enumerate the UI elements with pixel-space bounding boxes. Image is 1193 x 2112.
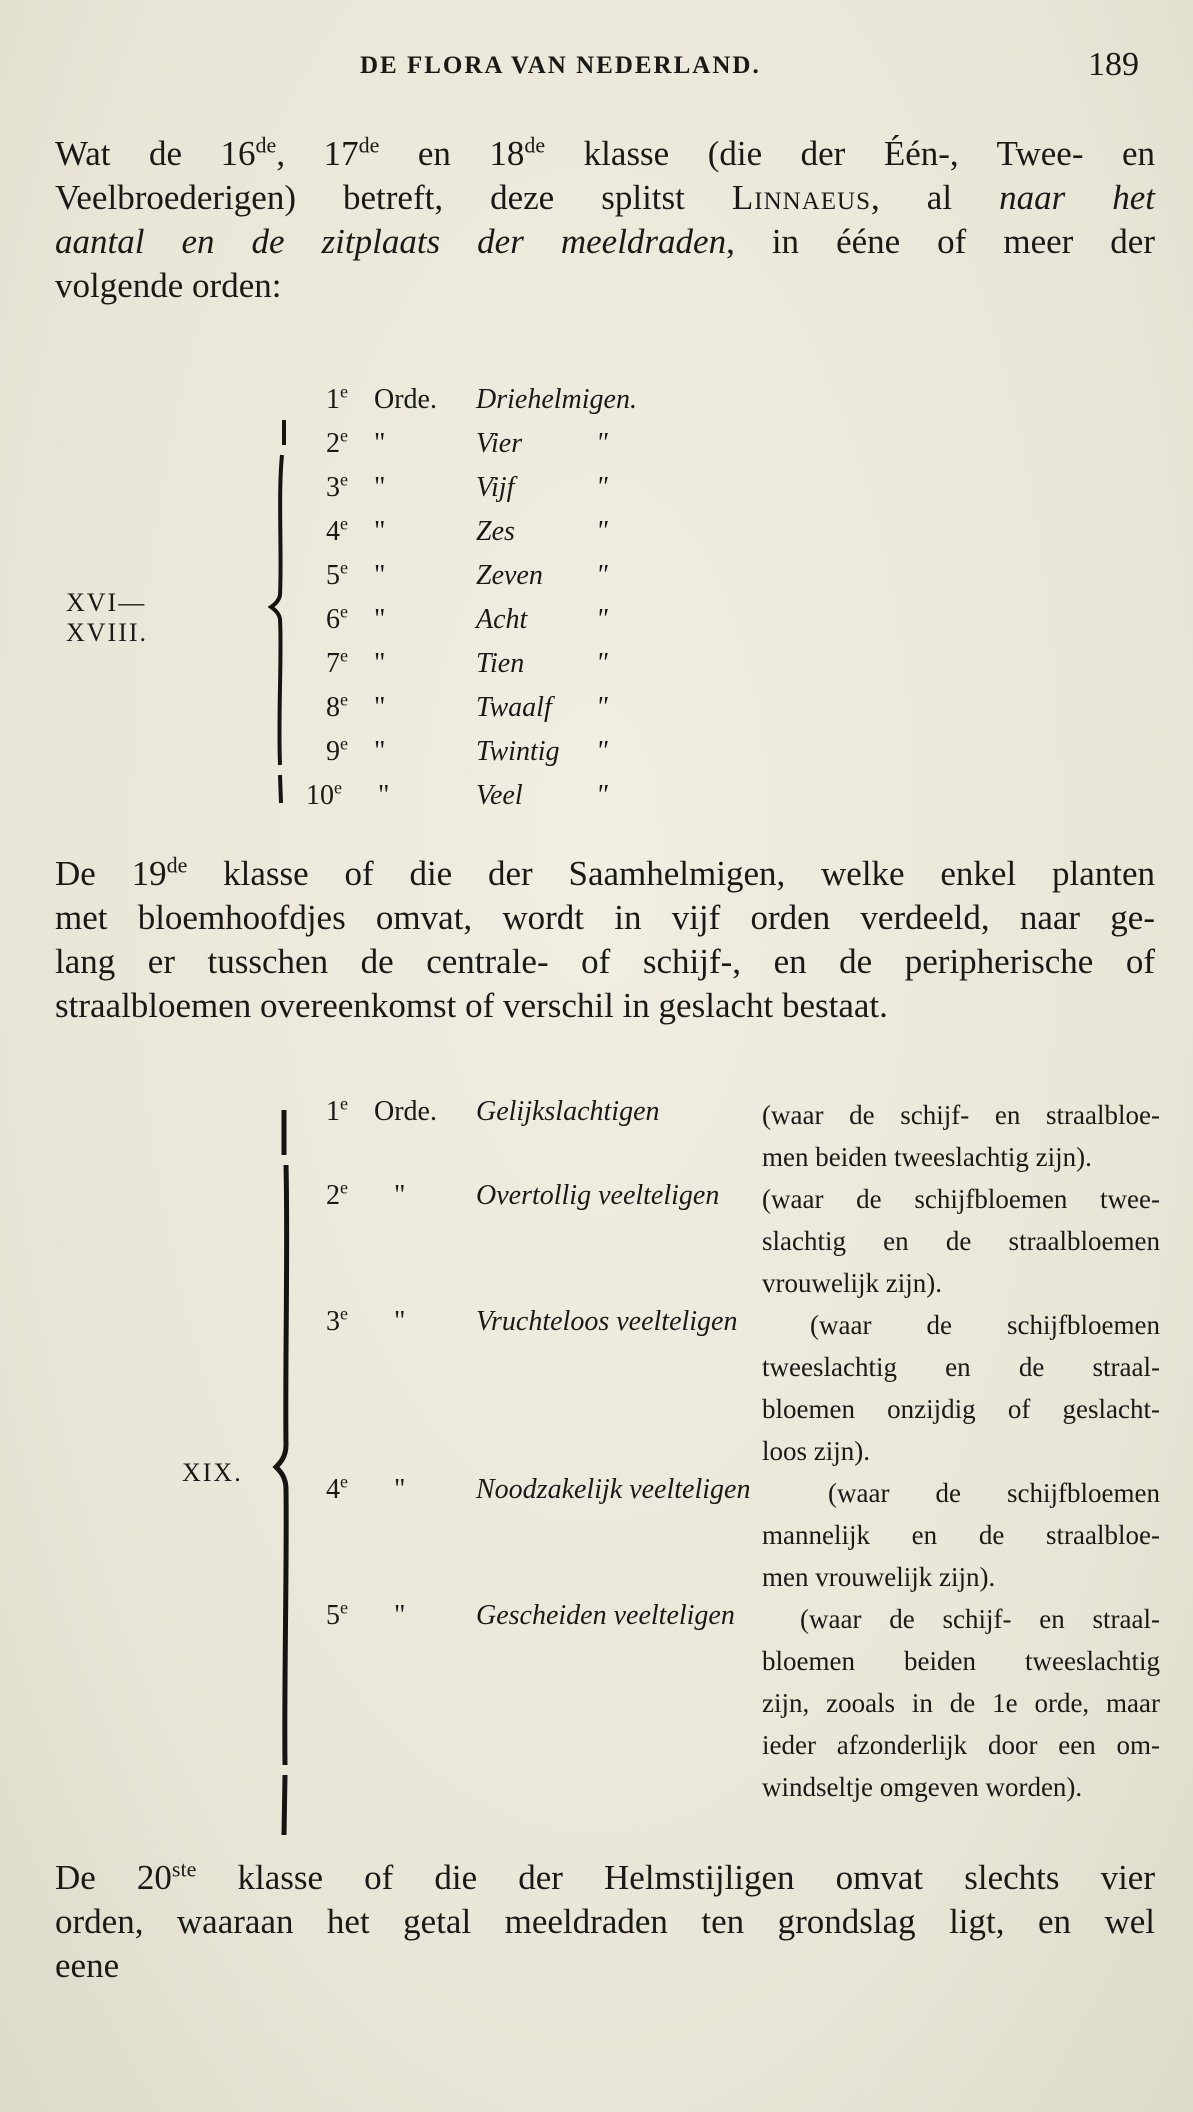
description-line: vrouwelijk zijn). [762, 1268, 942, 1298]
order-number: 3e [326, 469, 348, 503]
order-name: Gelijkslachtigen [476, 1096, 660, 1127]
order-row [306, 777, 686, 824]
order-word: " [374, 648, 386, 679]
text-line: De 20ste klasse of die der Helmstijligen omvat slechts vier [55, 1856, 1155, 1897]
text-line: De 19de klasse of die der Saamhelmigen, welke enkel planten [55, 852, 1155, 893]
order-row [326, 601, 706, 648]
text-line: Veelbroederigen) betreft, deze splitst Linnaeus, al naar het [55, 178, 1155, 217]
order-name: Twaalf [476, 692, 552, 723]
order-word: " [394, 1600, 406, 1631]
order-word: " [374, 692, 386, 723]
order-name: Zeven [476, 560, 543, 591]
order-name: Driehelmigen. [476, 384, 637, 415]
ditto-mark: " [596, 780, 608, 811]
order-name: Vier [476, 428, 523, 459]
order-number: 5e [326, 557, 348, 591]
order-row [326, 645, 706, 692]
paragraph-2 [55, 852, 1155, 1028]
ditto-mark: " [596, 736, 608, 767]
ditto-mark: " [596, 516, 608, 547]
order-word: " [394, 1306, 406, 1337]
description-line: slachtig en de straalbloemen [762, 1226, 1160, 1256]
order-name: Twintig [476, 736, 560, 767]
order-word: Orde. [374, 1096, 437, 1127]
text-line: straalbloemen overeenkomst of verschil in geslacht bestaat. [55, 986, 888, 1025]
order-word: " [394, 1474, 406, 1505]
order-word: " [374, 560, 386, 591]
order-number: 9e [326, 733, 348, 767]
description-line: windseltje omgeven worden). [762, 1772, 1083, 1802]
order-number: 6e [326, 601, 348, 635]
order-word: " [374, 604, 386, 635]
text-line: eene [55, 1946, 120, 1985]
order-number: 10e [306, 777, 342, 811]
description-line: (waar de schijfbloemen [828, 1478, 1160, 1508]
description-line: mannelijk en de straalbloe- [762, 1520, 1160, 1550]
description-line: zijn, zooals in de 1e orde, maar [762, 1688, 1160, 1718]
order-name: Gescheiden veelteligen [476, 1600, 735, 1631]
text-line: met bloemhoofdjes omvat, wordt in vijf orden verdeeld, naar ge- [55, 898, 1155, 937]
order-word: " [374, 428, 386, 459]
ditto-mark: " [596, 560, 608, 591]
order-row [326, 469, 706, 516]
ditto-mark: " [596, 604, 608, 635]
order-number: 1e [326, 381, 348, 415]
order-row [326, 425, 706, 472]
description-line: (waar de schijfbloemen [810, 1310, 1160, 1340]
class-label: XVI—XVIII. [66, 588, 149, 647]
text-line: aantal en de zitplaats der meeldraden, in ééne of meer der [55, 222, 1155, 261]
order-row [326, 513, 706, 560]
description-line: tweeslachtig en de straal- [762, 1352, 1160, 1382]
order-name: Vijf [476, 472, 515, 503]
description-line: (waar de schijfbloemen twee- [762, 1184, 1160, 1214]
order-name: Acht [476, 604, 528, 635]
order-name: Vruchteloos veelteligen [476, 1306, 738, 1337]
order-word: " [378, 780, 390, 811]
order-number: 5e [326, 1597, 348, 1631]
description-line: (waar de schijf- en straal- [800, 1604, 1160, 1634]
brace-icon [268, 415, 292, 810]
ditto-mark: " [596, 648, 608, 679]
order-row [326, 381, 706, 428]
running-title: DE FLORA VAN NEDERLAND. [360, 52, 761, 79]
description-line: bloemen onzijdig of geslacht- [762, 1394, 1160, 1424]
order-number: 2e [326, 1177, 348, 1211]
order-row [326, 557, 706, 604]
order-number: 4e [326, 513, 348, 547]
text-line: Wat de 16de, 17de en 18de klasse (die der Één-, Twee- en [55, 132, 1156, 173]
order-name: Noodzakelijk veelteligen [476, 1474, 751, 1505]
order-number: 1e [326, 1093, 348, 1127]
description-line: bloemen beiden tweeslachtig [762, 1646, 1160, 1676]
order-number: 7e [326, 645, 348, 679]
description-line: ieder afzonderlijk door een om- [762, 1730, 1160, 1760]
order-word: " [394, 1180, 406, 1211]
page-number: 189 [1088, 46, 1139, 83]
order-word: " [374, 472, 386, 503]
order-name: Veel [476, 780, 523, 811]
order-name: Tien [476, 648, 525, 679]
order-word: Orde. [374, 384, 437, 415]
paragraph-1 [55, 132, 1155, 308]
order-row [326, 689, 706, 736]
order-number: 2e [326, 425, 348, 459]
order-number: 8e [326, 689, 348, 723]
ditto-mark: " [596, 692, 608, 723]
ditto-mark: " [596, 472, 608, 503]
text-line: volgende orden: [55, 266, 282, 305]
page-header [0, 46, 1193, 92]
order-name: Overtollig veelteligen [476, 1180, 720, 1211]
order-number: 3e [326, 1303, 348, 1337]
order-number: 4e [326, 1471, 348, 1505]
description-line: loos zijn). [762, 1436, 870, 1466]
description-line: (waar de schijf- en straalbloe- [762, 1100, 1160, 1130]
ditto-mark: " [596, 428, 608, 459]
order-name: Zes [476, 516, 515, 547]
order-row [326, 733, 706, 780]
description-line: men beiden tweeslachtig zijn). [762, 1142, 1092, 1172]
order-word: " [374, 736, 386, 767]
paragraph-3 [55, 1856, 1155, 1988]
brace-icon [272, 1105, 298, 1840]
text-line: lang er tusschen de centrale- of schijf-, en de peripherische of [55, 942, 1155, 981]
order-word: " [374, 516, 386, 547]
description-line: men vrouwelijk zijn). [762, 1562, 996, 1592]
text-line: orden, waaraan het getal meeldraden ten grondslag ligt, en wel [55, 1902, 1155, 1941]
class-label: XIX. [182, 1458, 243, 1487]
